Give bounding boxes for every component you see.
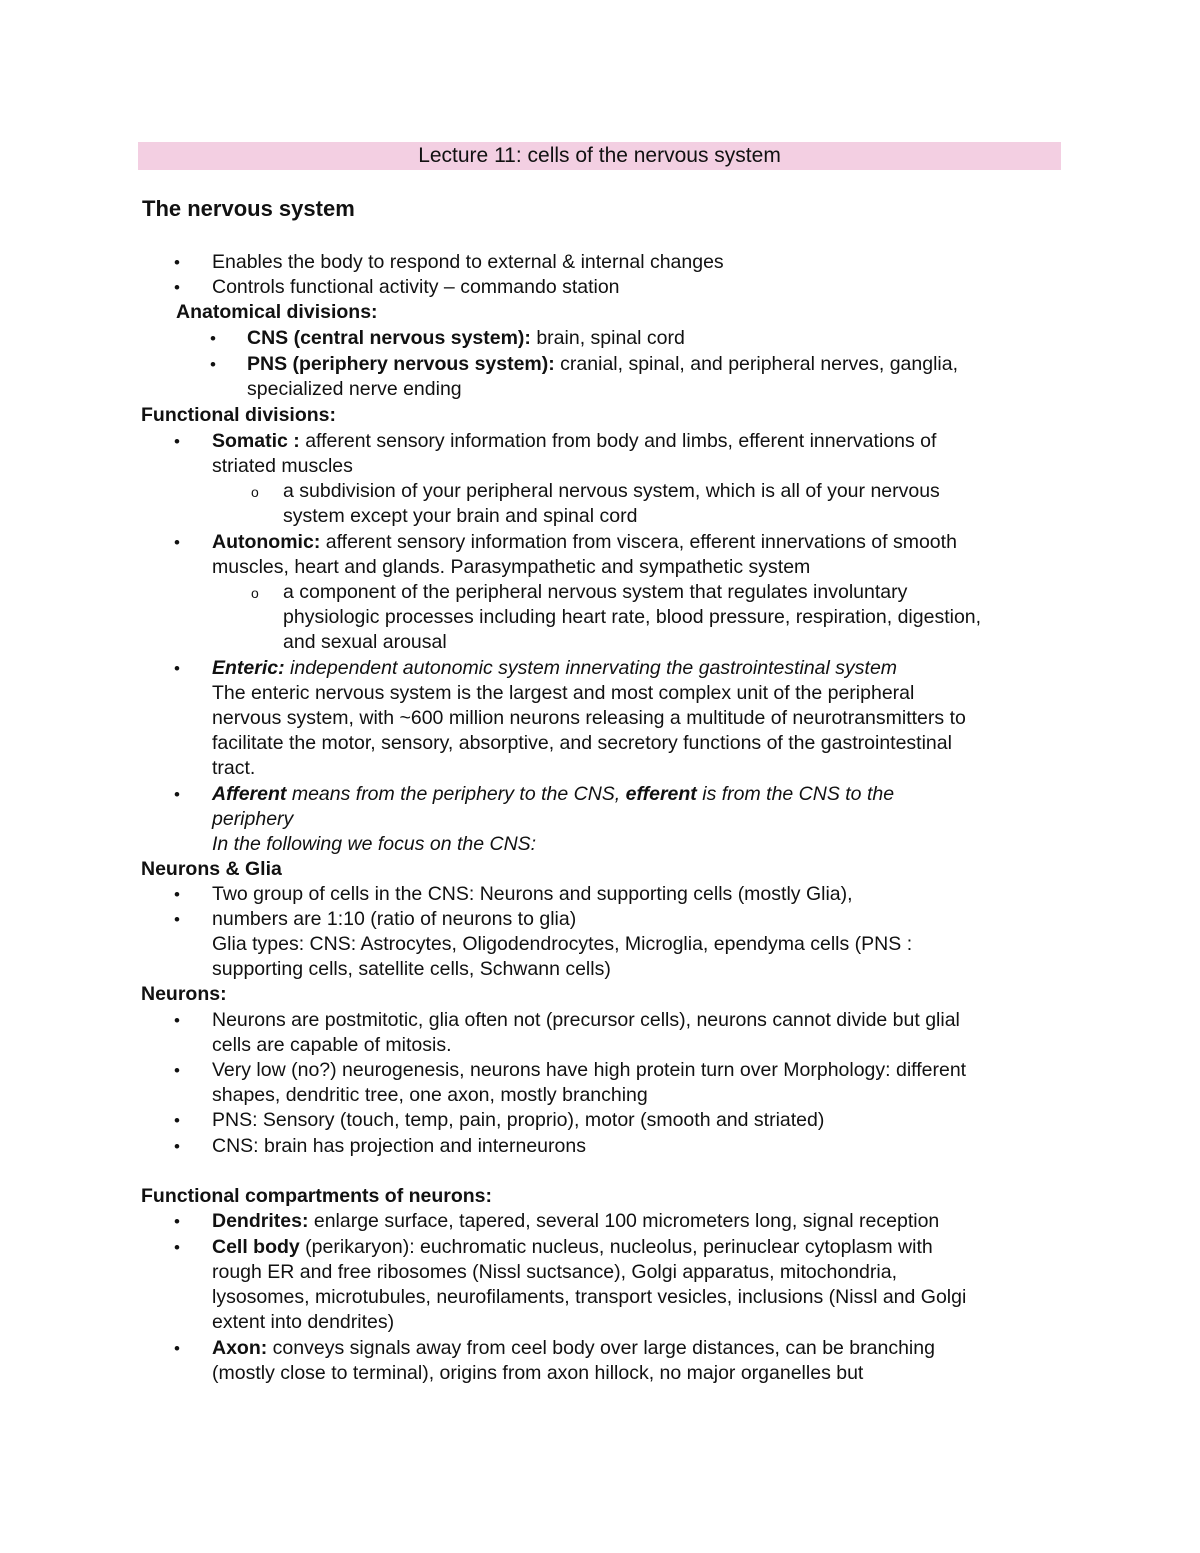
bullet-icon: • (174, 1238, 180, 1257)
axon-label: Axon: (212, 1337, 268, 1359)
enteric-item (212, 656, 897, 681)
pns-label: PNS (periphery nervous system): (247, 353, 555, 375)
axon-item (212, 1336, 935, 1361)
bullet-icon: • (174, 1137, 180, 1156)
cns-text: brain, spinal cord (530, 327, 685, 349)
cellbody-cont: extent into dendrites) (212, 1311, 395, 1333)
autonomic-text: afferent sensory information from viscera, efferent innervations of smooth (320, 531, 957, 553)
bullet-icon: • (174, 253, 180, 272)
focus-note: In the following we focus on the CNS: (212, 833, 537, 855)
lecture-title: Lecture 11: cells of the nervous system (138, 142, 1061, 170)
bullet-icon: • (174, 1111, 180, 1130)
cellbody-cont: lysosomes, microtubules, neurofilaments, transport vesicles, inclusions (Nissl and Golgi (212, 1286, 967, 1308)
intro-item: Enables the body to respond to external & internal changes (212, 251, 724, 273)
neurons-cont: shapes, dendritic tree, one axon, mostly branching (212, 1084, 648, 1106)
functional-heading: Functional divisions: (141, 404, 337, 426)
somatic-label: Somatic : (212, 430, 300, 452)
bullet-icon: • (210, 355, 216, 374)
efferent-text: is from the CNS to the (696, 783, 895, 805)
enteric-paragraph: facilitate the motor, sensory, absorptive, and secretory functions of the gastrointestinal (212, 732, 952, 754)
afferent-cont: periphery (212, 808, 294, 830)
bullet-icon: • (174, 1011, 180, 1030)
neurons-glia-item: numbers are 1:10 (ratio of neurons to glia) (212, 908, 577, 930)
autonomic-item (212, 530, 957, 555)
neurons-item: Very low (no?) neurogenesis, neurons have high protein turn over Morphology: different (212, 1059, 967, 1081)
dendrites-label: Dendrites: (212, 1210, 309, 1232)
cellbody-label: Cell body (212, 1236, 300, 1258)
dendrites-text: enlarge surface, tapered, several 100 micrometers long, signal reception (308, 1210, 940, 1232)
afferent-item (212, 782, 894, 807)
afferent-text: means from the periphery to the CNS, (286, 783, 626, 805)
neurons-item: PNS: Sensory (touch, temp, pain, proprio), motor (smooth and striated) (212, 1109, 825, 1131)
autonomic-cont: muscles, heart and glands. Parasympathetic and sympathetic system (212, 556, 811, 578)
anatomical-pns (247, 352, 958, 377)
bullet-icon: • (174, 533, 180, 552)
dendrites-item (212, 1209, 939, 1234)
sub-bullet-icon: o (251, 484, 259, 500)
cellbody-item (212, 1235, 933, 1260)
neurons-cont: cells are capable of mitosis. (212, 1034, 452, 1056)
pns-text: cranial, spinal, and peripheral nerves, ganglia, (554, 353, 959, 375)
bullet-icon: • (174, 1339, 180, 1358)
afferent-label: Afferent (212, 783, 287, 805)
bullet-icon: • (174, 1212, 180, 1231)
intro-item: Controls functional activity – commando station (212, 276, 620, 298)
somatic-sub: a subdivision of your peripheral nervous system, which is all of your nervous (283, 480, 940, 502)
enteric-paragraph: The enteric nervous system is the largest and most complex unit of the peripheral (212, 682, 915, 704)
axon-text: conveys signals away from ceel body over large distances, can be branching (267, 1337, 935, 1359)
anatomical-cns (247, 326, 685, 351)
cns-label: CNS (central nervous system): (247, 327, 531, 349)
cellbody-cont: rough ER and free ribosomes (Nissl suctsance), Golgi apparatus, mitochondria, (212, 1261, 897, 1283)
enteric-paragraph: tract. (212, 757, 256, 779)
neurons-glia-cont: supporting cells, satellite cells, Schwann cells) (212, 958, 611, 980)
bullet-icon: • (174, 278, 180, 297)
autonomic-label: Autonomic: (212, 531, 321, 553)
autonomic-sub-cont: and sexual arousal (283, 631, 447, 653)
enteric-text: independent autonomic system innervating the gastrointestinal system (284, 657, 898, 679)
somatic-cont: striated muscles (212, 455, 353, 477)
bullet-icon: • (174, 432, 180, 451)
bullet-icon: • (174, 659, 180, 678)
somatic-sub-cont: system except your brain and spinal cord (283, 505, 638, 527)
section-heading-nervous-system: The nervous system (142, 196, 355, 221)
neurons-heading: Neurons: (141, 983, 227, 1005)
enteric-label: Enteric: (212, 657, 285, 679)
axon-cont: (mostly close to terminal), origins from axon hillock, no major organelles but (212, 1362, 864, 1384)
sub-bullet-icon: o (251, 585, 259, 601)
somatic-item (212, 429, 936, 454)
neurons-glia-item: Two group of cells in the CNS: Neurons and supporting cells (mostly Glia), (212, 883, 853, 905)
neurons-item: Neurons are postmitotic, glia often not (precursor cells), neurons cannot divide but glial (212, 1009, 960, 1031)
neurons-glia-cont: Glia types: CNS: Astrocytes, Oligodendrocytes, Microglia, ependyma cells (PNS : (212, 933, 913, 955)
bullet-icon: • (174, 885, 180, 904)
autonomic-sub-cont: physiologic processes including heart rate, blood pressure, respiration, digestion, (283, 606, 982, 628)
cellbody-text: (perikaryon): euchromatic nucleus, nucleolus, perinuclear cytoplasm with (299, 1236, 933, 1258)
compartments-heading: Functional compartments of neurons: (141, 1185, 493, 1207)
neurons-glia-heading: Neurons & Glia (141, 858, 282, 880)
bullet-icon: • (174, 785, 180, 804)
bullet-icon: • (210, 329, 216, 348)
neurons-item: CNS: brain has projection and interneurons (212, 1135, 586, 1157)
autonomic-sub: a component of the peripheral nervous system that regulates involuntary (283, 581, 908, 603)
bullet-icon: • (174, 910, 180, 929)
anatomical-pns-cont: specialized nerve ending (247, 378, 462, 400)
anatomical-heading: Anatomical divisions: (176, 301, 378, 323)
bullet-icon: • (174, 1061, 180, 1080)
efferent-label: efferent (625, 783, 697, 805)
somatic-text: afferent sensory information from body and limbs, efferent innervations of (299, 430, 937, 452)
enteric-paragraph: nervous system, with ~600 million neurons releasing a multitude of neurotransmitters to (212, 707, 966, 729)
